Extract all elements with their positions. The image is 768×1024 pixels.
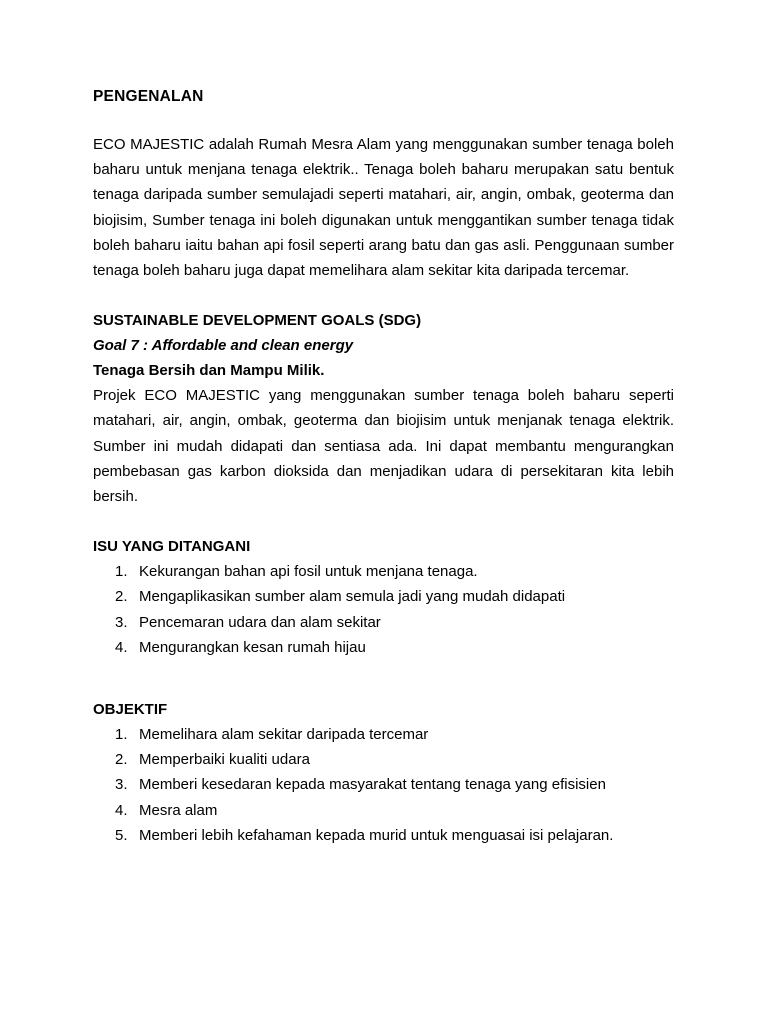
objectives-heading: OBJEKTIF: [93, 701, 168, 719]
intro-paragraph: ECO MAJESTIC adalah Rumah Mesra Alam yang menggunakan sumber tenaga boleh baharu untuk menjana tenaga elektrik.. Tenaga boleh baharu merupakan satu bentuk tenaga daripada sumber semulajadi seperti matahari, air, angin, ombak, geoterma dan biojisim, Sumber tenaga ini boleh digunakan untuk menggantikan sumber tenaga tidak boleh baharu iaitu bahan api fosil seperti arang batu dan gas asli. Penggunaan sumber tenaga boleh baharu juga dapat memelihara alam sekitar kita daripada tercemar.: [93, 136, 674, 280]
list-item: [93, 747, 674, 772]
list-item: [93, 610, 674, 635]
list-number: 4.: [115, 801, 128, 819]
issues-list: [93, 559, 674, 660]
list-text: Mengaplikasikan sumber alam semula jadi yang mudah didapati: [139, 588, 566, 606]
list-item: [93, 798, 674, 823]
list-item: [93, 559, 674, 584]
list-number: 5.: [115, 826, 128, 844]
list-text: Mesra alam: [139, 801, 218, 819]
issues-heading: ISU YANG DITANGANI: [93, 538, 251, 556]
list-text: Kekurangan bahan api fosil untuk menjana tenaga.: [139, 563, 478, 581]
sdg-paragraph: Projek ECO MAJESTIC yang menggunakan sumber tenaga boleh baharu seperti matahari, air, angin, ombak, geoterma dan biojisim untuk menjanak tenaga elektrik. Sumber ini mudah didapati dan sentiasa ada. Ini dapat membantu mengurangkan pembebasan gas karbon dioksida dan menjadikan udara di persekitaran kita lebih bersih.: [93, 387, 674, 506]
objectives-list: [93, 722, 674, 848]
list-number: 1.: [115, 726, 128, 744]
list-text: Mengurangkan kesan rumah hijau: [139, 638, 366, 656]
list-number: 3.: [115, 613, 128, 631]
list-text: Memperbaiki kualiti udara: [139, 751, 310, 769]
spacer: [93, 283, 674, 308]
list-text: Memberi lebih kefahaman kepada murid untuk menguasai isi pelajaran.: [139, 826, 614, 844]
list-item: [93, 722, 674, 747]
list-item: [93, 635, 674, 660]
sdg-goal: Goal 7 : Affordable and clean energy: [93, 337, 354, 355]
list-item: [93, 584, 674, 609]
list-item: [93, 772, 674, 797]
document-page: [93, 86, 674, 848]
list-number: 1.: [115, 563, 128, 581]
list-text: Pencemaran udara dan alam sekitar: [139, 613, 381, 631]
list-number: 4.: [115, 638, 128, 656]
spacer: [93, 509, 674, 534]
list-number: 3.: [115, 776, 128, 794]
sdg-subheading: Tenaga Bersih dan Mampu Milik.: [93, 362, 325, 380]
intro-title: PENGENALAN: [93, 88, 204, 105]
list-number: 2.: [115, 588, 128, 606]
list-item: [93, 823, 674, 848]
list-text: Memelihara alam sekitar daripada tercemar: [139, 726, 429, 744]
list-text: Memberi kesedaran kepada masyarakat tentang tenaga yang efisisien: [139, 776, 606, 794]
list-number: 2.: [115, 751, 128, 769]
sdg-heading: SUSTAINABLE DEVELOPMENT GOALS (SDG): [93, 312, 422, 330]
spacer: [93, 660, 674, 697]
